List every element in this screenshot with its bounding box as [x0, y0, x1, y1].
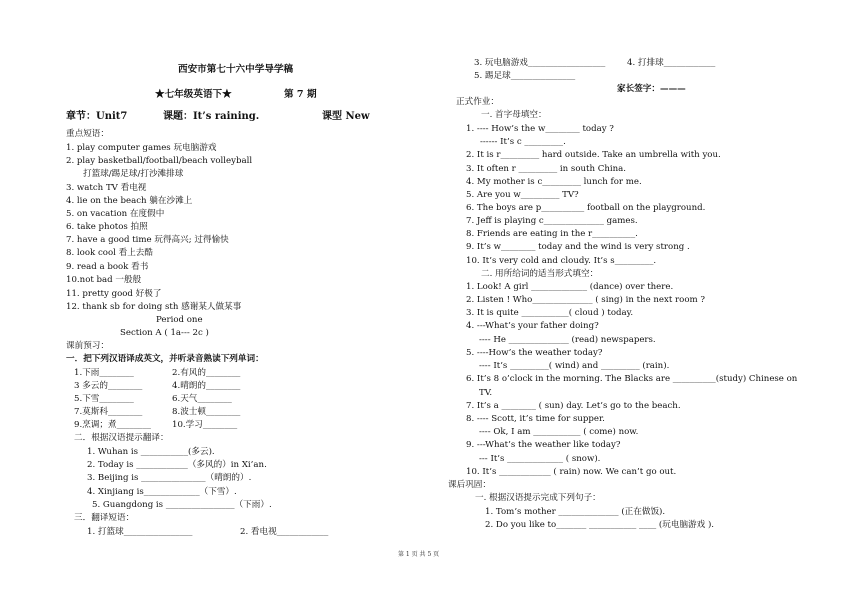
formal-part2-heading: 二. 用所给词的适当形式填空： [481, 269, 599, 279]
phrase-translate-item: 1. 打篮球________________ [87, 527, 193, 537]
form-item: TV. [479, 388, 493, 398]
phrase-translate-item: 3. 玩电脑游戏__________________ [474, 58, 606, 68]
fill-item: 8. Friends are eating in the r__________. [466, 229, 638, 239]
chapter-label: 章节：Unit7 [66, 111, 128, 122]
vocab-item: 1.下雨________ [74, 368, 134, 378]
vocab-item: 2.有风的________ [172, 368, 241, 378]
key-phrases-heading: 重点短语： [66, 129, 109, 139]
phrase-item: 5. on vacation 在度假中 [66, 209, 165, 219]
lesson-type: 课型 New [322, 111, 370, 122]
form-item: 6. It’s 8 o’clock in the morning. The Blacks are __________(study) Chinese on [466, 374, 798, 384]
sentence-item: 1. Tom’s mother ______________ (正在做饭). [485, 507, 666, 517]
vocab-item: 9.烹调；煮________ [74, 420, 151, 430]
phrase-item: 4. lie on the beach 躺在沙滩上 [66, 196, 193, 206]
period-label: Period one [156, 315, 203, 325]
vocab-item: 6.天气________ [172, 394, 232, 404]
form-item: 2. Listen ! Who______________ ( sing) in the next room ? [466, 295, 705, 305]
fill-item: 9. It’s w________ today and the wind is very strong . [466, 242, 690, 252]
translate-item: 5. Guangdong is ________________（下雨）. [92, 500, 272, 510]
translate-item: 3. Beijing is _______________（晴朗的）. [87, 473, 252, 483]
phrase-item: 12. thank sb for doing sth 感谢某人做某事 [66, 302, 242, 312]
fill-item: 6. The boys are p__________ football on the playground. [466, 203, 706, 213]
vocab-item: 10.学习________ [172, 420, 238, 430]
vocab-item: 4.晴朗的________ [172, 381, 241, 391]
form-item: ---- Ok, I am ___________ ( come) now. [479, 427, 639, 437]
page-number: 第 1 页 共 5 页 [398, 551, 440, 558]
fill-item: 3. It often r _________ in south China. [466, 164, 627, 174]
form-item: 1. Look! A girl _____________ (dance) over there. [466, 282, 674, 292]
fill-item: 4. My mother is c_________ lunch for me. [466, 177, 642, 187]
preview-part3-heading: 三．翻译短语： [74, 513, 135, 523]
translate-item: 4. Xinjiang is_____________（下雪）. [87, 487, 237, 497]
phrase-item: 9. read a book 看书 [66, 262, 149, 272]
phrase-item: 3. watch TV 看电视 [66, 183, 147, 193]
fill-item: 2. It is r_________ hard outside. Take an umbrella with you. [466, 150, 721, 160]
formal-heading: 正式作业： [456, 97, 499, 107]
form-item: 9. ---What’s the weather like today? [466, 440, 621, 450]
fill-item: 1. ---- How’s the w________ today ? [466, 124, 614, 134]
section-label: Section A ( 1a--- 2c ) [120, 328, 209, 338]
topic-label: 课题：It’s raining. [163, 111, 260, 122]
phrase-item: 10.not bad 一般般 [66, 275, 142, 285]
vocab-item: 5.下雪________ [74, 394, 134, 404]
preview-part1-heading: 一．把下列汉语译成英文，并听录音熟读下列单词： [66, 354, 264, 364]
grade-course: ★七年级英语下★ [155, 89, 232, 100]
period-number: 第 7 期 [284, 89, 317, 100]
phrase-translate-item: 2. 看电视____________ [240, 527, 329, 537]
preview-heading: 课前预习： [66, 341, 109, 351]
vocab-item: 8.波士顿________ [172, 407, 241, 417]
fill-item: 10. It’s very cold and cloudy. It’s s_________. [466, 256, 657, 266]
fill-item: ------ It’s c _________. [480, 137, 566, 147]
preview-part2-heading: 二．根据汉语提示翻译： [74, 433, 169, 443]
phrase-item: 8. look cool 看上去酷 [66, 248, 153, 258]
after-class-heading: 课后巩固： [448, 480, 491, 490]
form-item: 8. ---- Scott, it’s time for supper. [466, 414, 605, 424]
fill-item: 5. Are you w_________ TV? [466, 190, 579, 200]
formal-part1-heading: 一. 首字母填空： [481, 110, 547, 120]
form-item: 3. It is quite ___________( cloud ) today. [466, 308, 634, 318]
form-item: 5. ----How’s the weather today? [466, 348, 603, 358]
phrase-item: 11. pretty good 好极了 [66, 289, 162, 299]
vocab-item: 3 多云的________ [74, 381, 143, 391]
form-item: ---- It’s _________( wind) and _________ (rain). [479, 361, 670, 371]
sentence-item: 2. Do you like to_______ ___________ ____ (玩电脑游戏 ). [485, 520, 715, 530]
vocab-item: 7.莫斯科________ [74, 407, 143, 417]
form-item: 7. It’s a ________ ( sun) day. Let’s go to the beach. [466, 401, 681, 411]
phrase-item: 7. have a good time 玩得高兴; 过得愉快 [66, 235, 229, 245]
form-item: 4. ---What’s your father doing? [466, 321, 599, 331]
form-item: --- It’s _____________ ( snow). [479, 454, 601, 464]
phrase-item: 打篮球/踢足球/打沙滩排球 [83, 169, 184, 179]
phrase-item: 6. take photos 拍照 [66, 222, 148, 232]
school-title: 西安市第七十六中学导学稿 [178, 64, 294, 75]
after-class-part1-heading: 一. 根据汉语提示完成下列句子： [475, 493, 601, 503]
fill-item: 7. Jeff is playing c______________ games. [466, 216, 638, 226]
phrase-item: 2. play basketball/football/beach volleyball [66, 156, 253, 166]
parent-signature: 家长签字：——— [617, 84, 686, 94]
translate-item: 2. Today is ____________（多风的）in Xi’an. [87, 460, 267, 470]
phrase-item: 1. play computer games 玩电脑游戏 [66, 143, 217, 153]
translate-item: 1. Wuhan is ___________(多云). [87, 447, 215, 457]
phrase-translate-item: 5. 踢足球_______________ [474, 71, 576, 81]
form-item: 10. It’s ____________ ( rain) now. We can’t go out. [466, 467, 677, 477]
phrase-translate-item: 4. 打排球____________ [627, 58, 716, 68]
form-item: ---- He ______________ (read) newspapers. [479, 335, 656, 345]
